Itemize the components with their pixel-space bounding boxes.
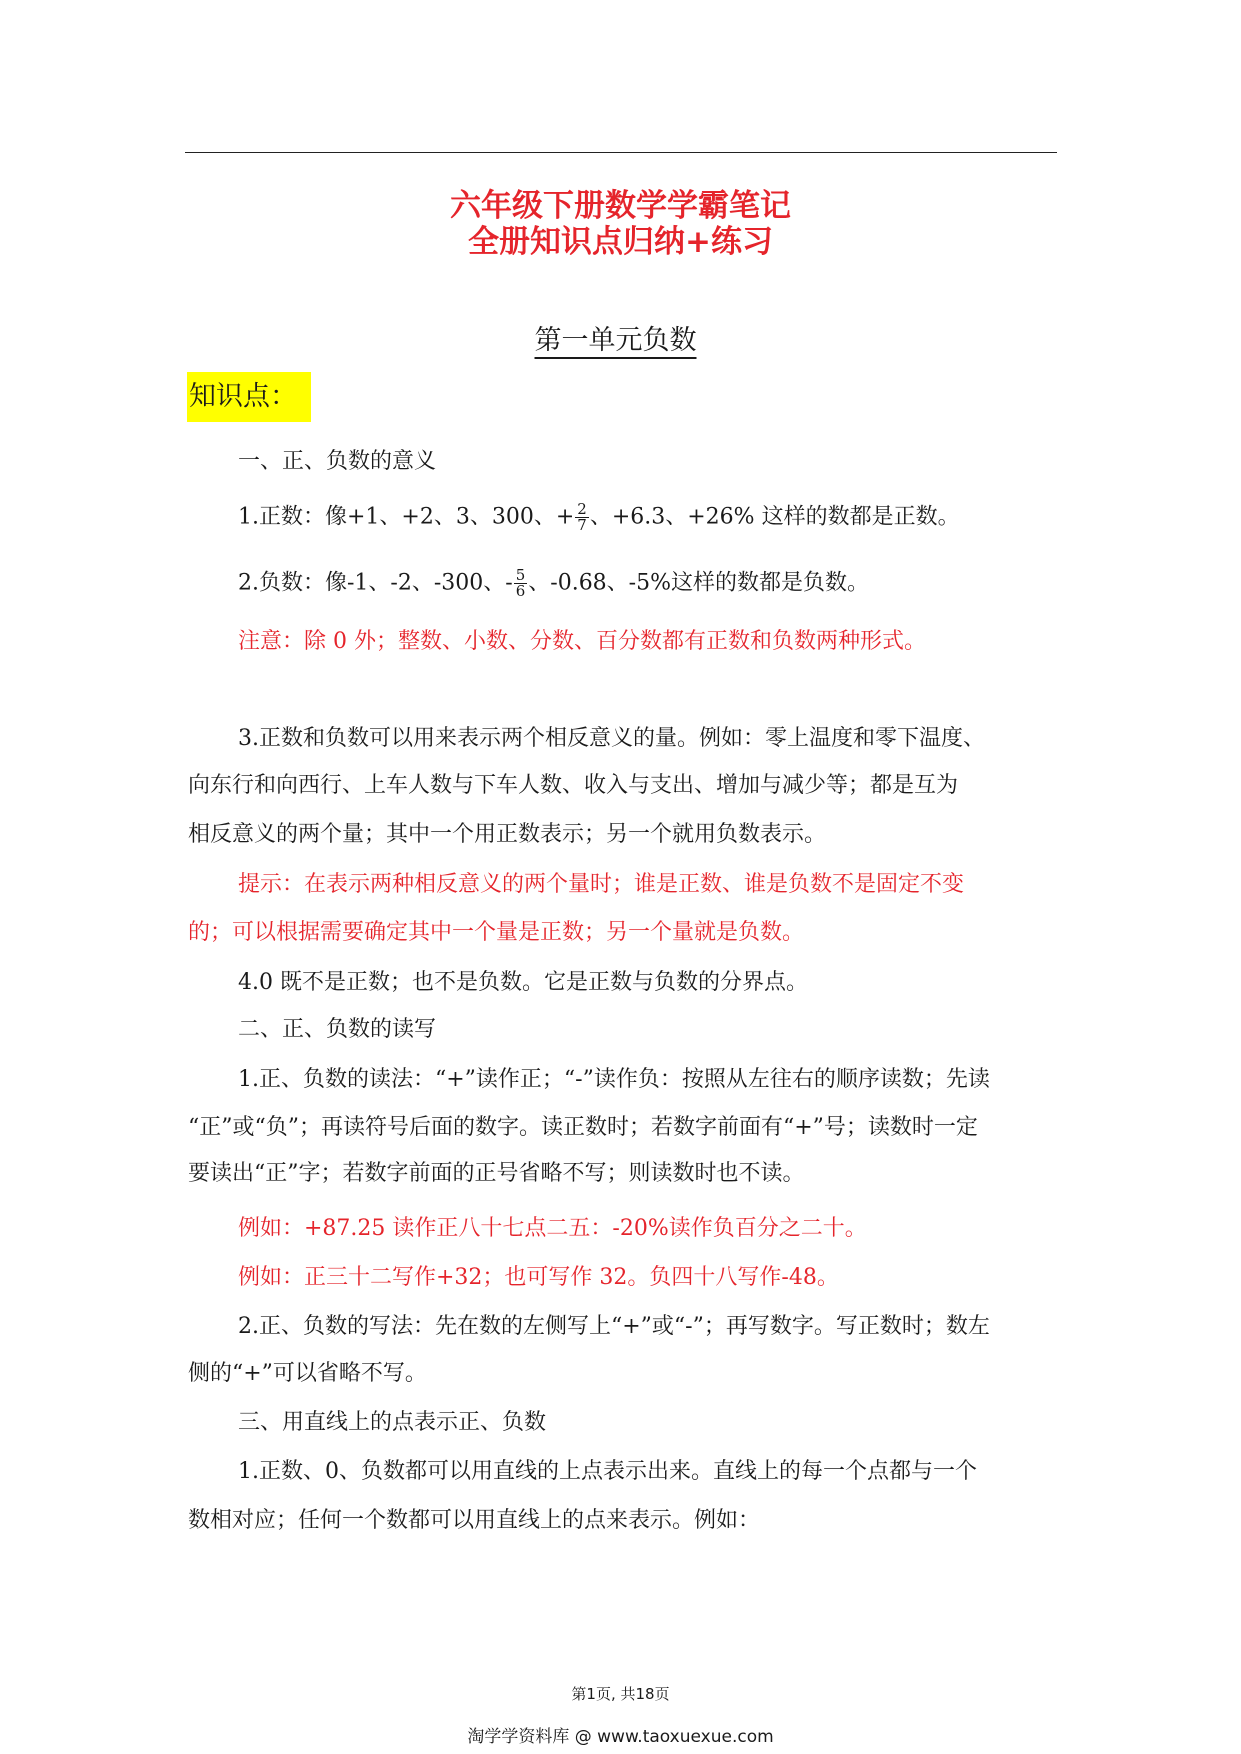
example-line: 例如：正三十二写作+32；也可写作 32。负四十八写作-48。: [238, 1265, 839, 1290]
fraction-2-7: [575, 502, 589, 533]
positive-number-line: [238, 502, 1058, 533]
negative-text-a: 2.负数：像-1、-2、-300、-: [238, 570, 513, 596]
paragraph-line: 侧的“+”可以省略不写。: [188, 1361, 427, 1386]
paragraph-line: 向东行和向西行、上车人数与下车人数、收入与支出、增加与减少等；都是互为: [188, 773, 959, 798]
fraction-numerator: 5: [515, 566, 526, 584]
fraction-5-6: [514, 568, 528, 599]
fraction-denominator: 7: [577, 516, 587, 534]
positive-text-b: 、+6.3、+26% 这样的数都是正数。: [589, 504, 960, 530]
section-heading-3: 三、用直线上的点表示正、负数: [238, 1410, 547, 1435]
paragraph-line: 数相对应；任何一个数都可以用直线上的点来表示。例如：: [188, 1508, 761, 1533]
doc-title-line2: 全册知识点归纳+练习: [468, 224, 773, 260]
paragraph-line: 2.正、负数的写法：先在数的左侧写上“+”或“-”；再写数字。写正数时；数左: [238, 1314, 990, 1339]
page-number: 第1页, 共18页: [571, 1685, 670, 1703]
doc-title-line1: 六年级下册数学学霸笔记: [450, 188, 791, 224]
tip-line: 的；可以根据需要确定其中一个量是正数；另一个量就是负数。: [188, 920, 805, 945]
unit-title: [0, 318, 1241, 357]
negative-number-line: [238, 568, 1058, 599]
paragraph-line: “正”或“负”；再读符号后面的数字。读正数时；若数字前面有“+”号；读数时一定: [188, 1115, 978, 1140]
section-heading-2: 二、正、负数的读写: [238, 1017, 437, 1042]
knowledge-label: 知识点：: [187, 372, 311, 422]
negative-text-b: 、-0.68、-5%这样的数都是负数。: [528, 570, 870, 596]
paragraph-line: 相反意义的两个量；其中一个用正数表示；另一个就用负数表示。: [188, 822, 827, 847]
tip-line: 提示：在表示两种相反意义的两个量时；谁是正数、谁是负数不是固定不变: [238, 872, 965, 897]
fraction-denominator: 6: [515, 582, 526, 600]
fraction-numerator: 2: [577, 500, 587, 518]
paragraph-line: 1.正、负数的读法：“+”读作正；“-”读作负：按照从左往右的顺序读数；先读: [238, 1067, 990, 1092]
note-text: 注意：除 0 外；整数、小数、分数、百分数都有正数和负数两种形式。: [238, 629, 926, 654]
section-heading-1: 一、正、负数的意义: [238, 449, 437, 474]
paragraph-line: 4.0 既不是正数；也不是负数。它是正数与负数的分界点。: [238, 970, 808, 995]
paragraph-line: 要读出“正”字；若数字前面的正号省略不写；则读数时也不读。: [188, 1161, 805, 1186]
paragraph-line: 3.正数和负数可以用来表示两个相反意义的量。例如：零上温度和零下温度、: [238, 726, 985, 751]
paragraph-line: 1.正数、0、负数都可以用直线的上点表示出来。直线上的每一个点都与一个: [238, 1459, 977, 1484]
positive-text-a: 1.正数：像+1、+2、3、300、+: [238, 504, 575, 530]
unit-title-text: 第一单元负数: [534, 325, 697, 356]
header-rule: [185, 152, 1057, 153]
site-footer: 淘学学资料库 @ www.taoxuexue.com: [467, 1727, 774, 1747]
example-line: 例如：+87.25 读作正八十七点二五：-20%读作负百分之二十。: [238, 1216, 867, 1241]
